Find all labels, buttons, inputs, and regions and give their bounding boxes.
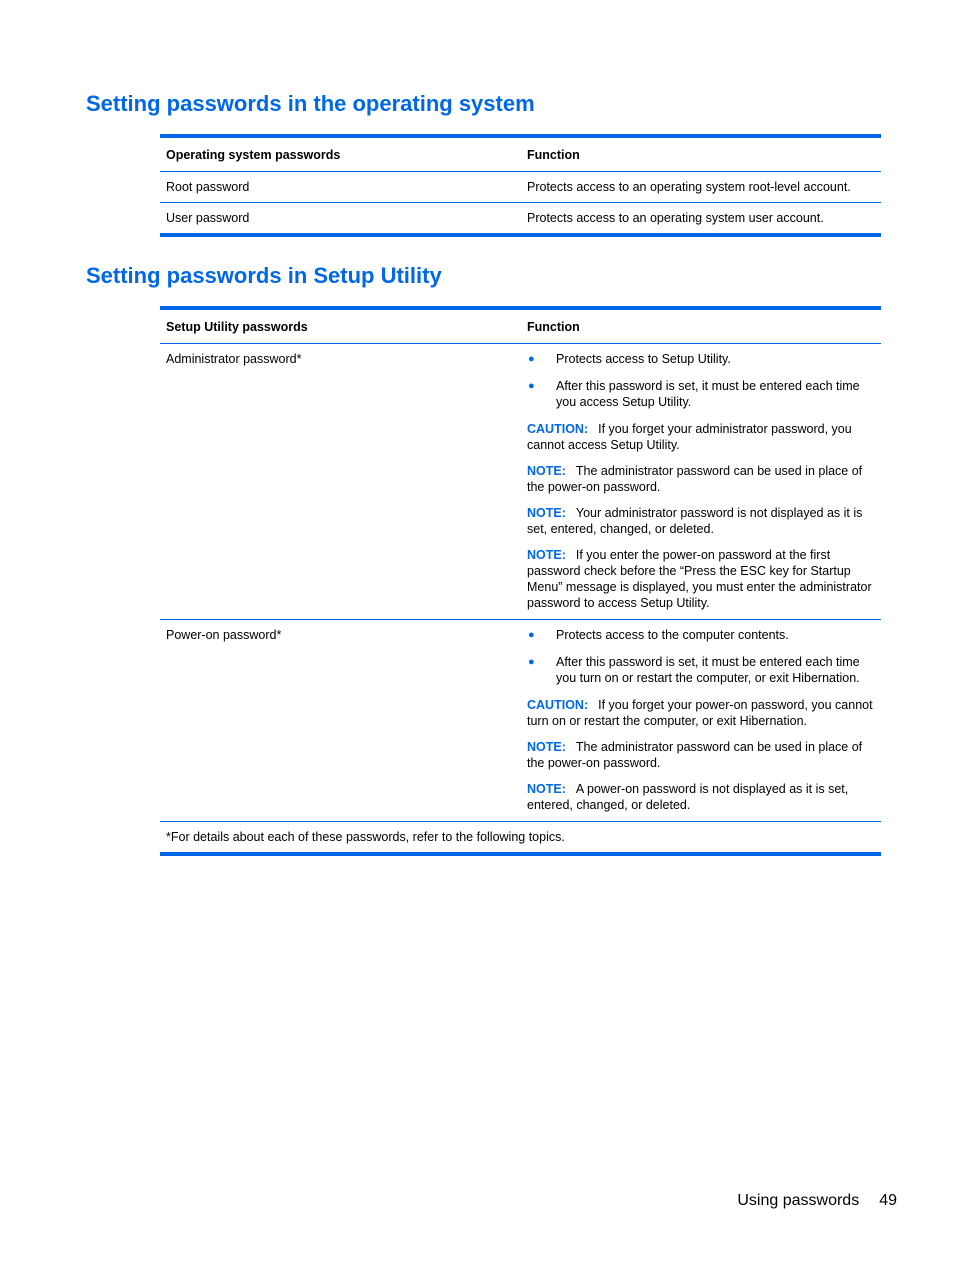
- note-text: If you forget your administrator password, you cannot access Setup Utility.: [527, 422, 852, 452]
- footer-section-name: Using passwords: [737, 1192, 860, 1209]
- table-cell: Protects access to an operating system root-level account.: [527, 180, 851, 194]
- note-text: A power-on password is not displayed as it is set, entered, changed, or deleted.: [527, 782, 849, 812]
- function-cell: [521, 620, 881, 822]
- note-label: NOTE:: [527, 740, 566, 754]
- list-item: ● After this password is set, it must be entered each time you access Setup Utility.: [528, 379, 860, 409]
- bullet-list: [527, 351, 875, 410]
- note-text: Your administrator password is not displayed as it is set, entered, changed, or deleted.: [527, 506, 863, 536]
- table-header-row: [160, 308, 881, 344]
- note-label: CAUTION:: [527, 422, 589, 436]
- note-label: NOTE:: [527, 782, 566, 796]
- caution-note: [527, 697, 875, 729]
- table-row: [160, 203, 881, 236]
- note-text: The administrator password can be used in place of the power-on password.: [527, 740, 863, 770]
- page-number: 49: [879, 1192, 897, 1209]
- column-header: Function: [527, 148, 580, 162]
- note-label: NOTE:: [527, 506, 566, 520]
- footnote: *For details about each of these passwords, refer to the following topics.: [166, 830, 565, 844]
- note: [527, 781, 875, 813]
- note-label: NOTE:: [527, 548, 566, 562]
- note: [527, 505, 875, 537]
- bullet-list: [527, 627, 875, 686]
- note-text: The administrator password can be used in place of the power-on password.: [527, 464, 863, 494]
- table-footnote-row: [160, 822, 881, 855]
- password-name: Administrator password*: [166, 352, 302, 366]
- table-cell: Root password: [166, 180, 250, 194]
- table-header-row: [160, 136, 881, 172]
- note: [527, 739, 875, 771]
- bullet-icon: ●: [528, 629, 535, 641]
- function-cell: [521, 344, 881, 620]
- column-header: Setup Utility passwords: [166, 320, 308, 334]
- table-row-administrator-password: [160, 344, 881, 620]
- note: [527, 547, 875, 611]
- os-passwords-table: [160, 134, 881, 237]
- note-label: NOTE:: [527, 464, 566, 478]
- note-label: CAUTION:: [527, 698, 589, 712]
- bullet-icon: ●: [528, 656, 535, 668]
- page-footer: [737, 1192, 897, 1210]
- caution-note: [527, 421, 875, 453]
- table-row: [160, 172, 881, 203]
- table-row-power-on-password: [160, 620, 881, 822]
- bullet-icon: ●: [528, 380, 535, 392]
- column-header: Operating system passwords: [166, 148, 341, 162]
- note: [527, 463, 875, 495]
- note-text: If you forget your power-on password, you cannot turn on or restart the computer, or exit Hibernation.: [527, 698, 873, 728]
- bullet-icon: ●: [528, 353, 535, 365]
- column-header: Function: [527, 320, 580, 334]
- list-item: ● After this password is set, it must be entered each time you turn on or restart the computer, or exit Hibernation.: [528, 655, 860, 685]
- list-item: ● Protects access to the computer contents.: [528, 628, 789, 642]
- note-text: If you enter the power-on password at the first password check before the “Press the ESC key for Startup Menu” message is displayed, you must enter the administrator password to access Setup Utility.: [527, 548, 872, 610]
- table-cell: User password: [166, 211, 250, 225]
- list-item: ● Protects access to Setup Utility.: [528, 352, 731, 366]
- setup-utility-passwords-table: [160, 306, 881, 856]
- section-title-os-passwords: Setting passwords in the operating system: [86, 91, 535, 116]
- section-title-setup-utility: Setting passwords in Setup Utility: [86, 263, 442, 288]
- password-name: Power-on password*: [166, 628, 282, 642]
- table-cell: Protects access to an operating system user account.: [527, 211, 824, 225]
